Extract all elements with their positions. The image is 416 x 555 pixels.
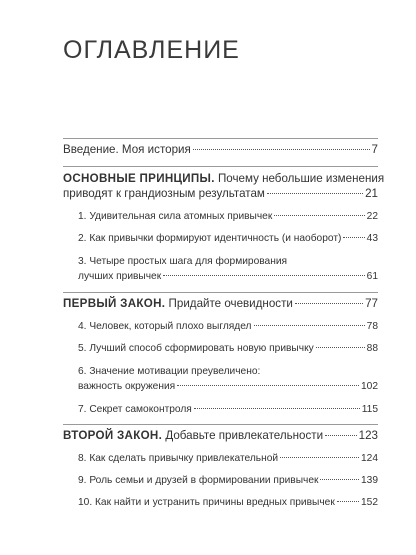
dot-leader — [274, 215, 364, 216]
toc-page-number: 43 — [366, 233, 378, 244]
dot-leader — [280, 457, 359, 458]
toc-page-number: 7 — [371, 143, 378, 156]
dot-leader — [177, 385, 359, 386]
dot-leader — [254, 325, 365, 326]
dot-leader — [316, 347, 365, 348]
dot-leader — [325, 435, 357, 436]
toc-chapter-4 — [63, 320, 378, 333]
dot-leader — [193, 149, 370, 150]
toc-page-number: 88 — [366, 343, 378, 354]
toc-page-number: 21 — [365, 187, 378, 200]
chapter-label-line1: 6. Значение мотивации преувеличено: — [78, 366, 261, 377]
page-title: ОГЛАВЛЕНИЕ — [63, 36, 240, 64]
section-subtitle: Придайте очевидности — [168, 297, 293, 310]
chapter-label: 10. Как найти и устранить причины вредных привычек — [78, 497, 335, 508]
chapter-label: 2. Как привычки формируют идентичность (и наоборот) — [78, 233, 342, 244]
section-heading: ПЕРВЫЙ ЗАКОН. — [63, 297, 166, 310]
toc-entry-intro — [63, 143, 378, 157]
section-heading: ОСНОВНЫЕ ПРИНЦИПЫ. — [63, 172, 215, 185]
table-of-contents — [63, 138, 385, 509]
divider — [63, 424, 378, 425]
chapter-label: 9. Роль семьи и друзей в формировании привычек — [78, 475, 319, 486]
toc-chapter-7 — [63, 403, 378, 416]
toc-chapter-6 — [63, 364, 378, 394]
section-subtitle-line1: Почему небольшие изменения — [217, 172, 385, 185]
toc-page-number: 22 — [366, 211, 378, 222]
toc-section-1 — [63, 171, 385, 201]
chapter-label: 7. Секрет самоконтроля — [78, 404, 192, 415]
toc-page-number: 78 — [366, 321, 378, 332]
dot-leader — [337, 501, 359, 502]
toc-chapter-5 — [63, 342, 378, 355]
toc-page-number: 115 — [361, 404, 378, 415]
dot-leader — [194, 408, 360, 409]
divider — [63, 292, 378, 293]
chapter-label: 1. Удивительная сила атомных привычек — [78, 211, 273, 222]
toc-entry-label: Введение. Моя история — [63, 143, 191, 156]
chapter-label: 4. Человек, который плохо выглядел — [78, 321, 252, 332]
toc-section-2 — [63, 297, 378, 311]
toc-page-number: 123 — [358, 429, 378, 442]
dot-leader — [343, 237, 364, 238]
chapter-label: 5. Лучший способ сформировать новую привычку — [78, 343, 314, 354]
toc-page-number: 124 — [361, 453, 378, 464]
toc-chapter-9 — [63, 474, 378, 487]
chapter-label-line1: 3. Четыре простых шага для формирования — [78, 256, 288, 267]
toc-page-number: 77 — [365, 297, 378, 310]
dot-leader — [163, 275, 364, 276]
divider — [63, 166, 378, 167]
dot-leader — [295, 303, 363, 304]
toc-page-number: 102 — [361, 381, 378, 392]
toc-page-number: 139 — [361, 475, 378, 486]
toc-chapter-1 — [63, 210, 378, 223]
toc-chapter-2 — [63, 232, 378, 245]
chapter-label-line2: лучших привычек — [78, 271, 162, 282]
dot-leader — [267, 193, 363, 194]
toc-page-number: 61 — [366, 271, 378, 282]
chapter-label: 8. Как сделать привычку привлекательной — [78, 453, 279, 464]
toc-section-3 — [63, 429, 378, 443]
toc-chapter-8 — [63, 452, 378, 465]
toc-chapter-3 — [63, 254, 378, 284]
toc-page-number: 152 — [361, 497, 378, 508]
section-subtitle: Добавьте привлекательности — [165, 429, 324, 442]
dot-leader — [320, 479, 359, 480]
section-subtitle-line2: приводят к грандиозным результатам — [63, 187, 265, 200]
toc-chapter-10 — [63, 496, 378, 509]
chapter-label-line2: важность окружения — [78, 381, 176, 392]
divider — [63, 138, 378, 139]
section-heading: ВТОРОЙ ЗАКОН. — [63, 429, 163, 442]
